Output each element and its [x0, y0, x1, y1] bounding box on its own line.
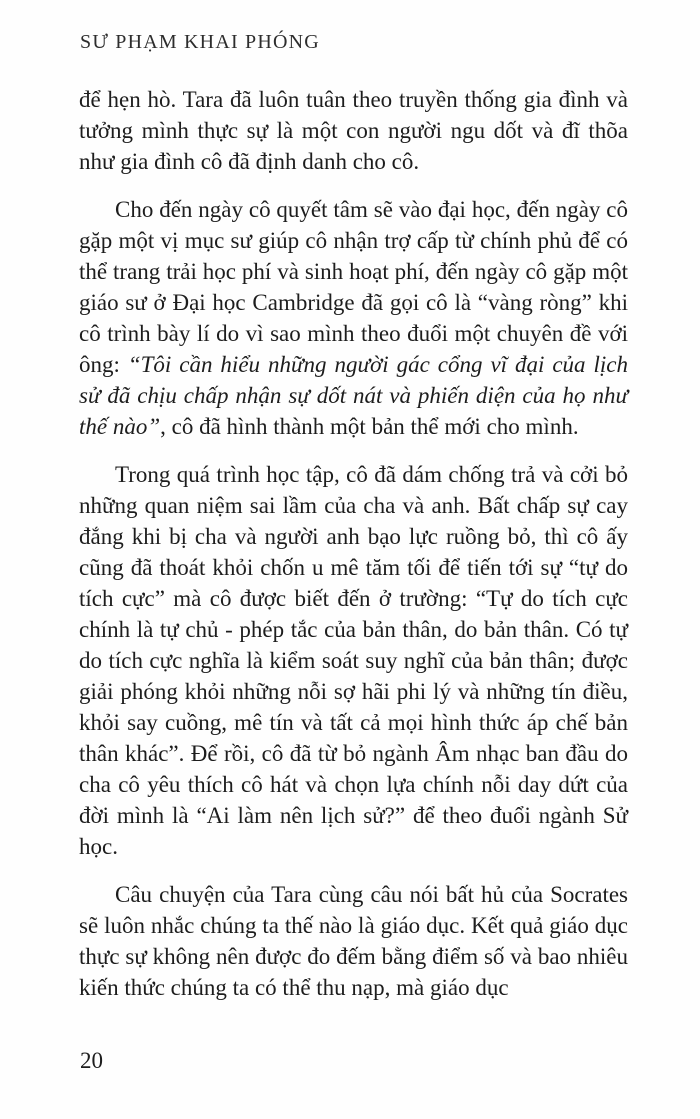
paragraph	[79, 194, 628, 442]
paragraph	[79, 879, 628, 1003]
paragraph	[79, 84, 628, 177]
paragraph	[79, 459, 628, 862]
quoted-italic-text: “Tôi cần hiểu những người gác cổng vĩ đại của lịch sử đã chịu chấp nhận sự dốt nát và phiến diện của họ như thế nào”	[79, 352, 628, 439]
page-number: 20	[80, 1048, 103, 1073]
body-text: Cho đến ngày cô quyết tâm sẽ vào đại học, đến ngày cô gặp một vị mục sư giúp cô nhận trợ cấp từ chính phủ để có thể trang trải học phí và sinh hoạt phí, đến ngày cô gặp một giáo sư ở Đại học Cambridge đã gọi cô là “vàng ròng” khi cô trình bày lí do vì sao mình theo đuổi một chuyên đề với ông:	[79, 197, 628, 377]
page-body	[79, 84, 628, 1020]
body-text: , cô đã hình thành một bản thể mới cho mình.	[160, 414, 579, 439]
running-header: SƯ PHẠM KHAI PHÓNG	[80, 31, 320, 53]
body-text: Câu chuyện của Tara cùng câu nói bất hủ của Socrates sẽ luôn nhắc chúng ta thế nào là giáo dục. Kết quả giáo dục thực sự không nên được đo đếm bằng điểm số và bao nhiêu kiến thức chúng ta có thể thu nạp, mà giáo dục	[79, 882, 628, 1000]
body-text: Trong quá trình học tập, cô đã dám chống trả và cởi bỏ những quan niệm sai lầm của cha và anh. Bất chấp sự cay đắng khi bị cha và người anh bạo lực ruồng bỏ, thì cô ấy cũng đã thoát khỏi chốn u mê tăm tối để tiến tới sự “tự do tích cực” mà cô được biết đến ở trường: “Tự do tích cực chính là tự chủ - phép tắc của bản thân, do bản thân. Có tự do tích cực nghĩa là kiểm soát suy nghĩ của bản thân; được giải phóng khỏi những nỗi sợ hãi phi lý và những tín điều, khỏi say cuồng, mê tín và tất cả mọi hình thức áp chế bản thân khác”. Để rồi, cô đã từ bỏ ngành Âm nhạc ban đầu do cha cô yêu thích cô hát và chọn lựa chính nỗi day dứt của đời mình là “Ai làm nên lịch sử?” để theo đuổi ngành Sử học.	[79, 462, 628, 859]
body-text: để hẹn hò. Tara đã luôn tuân theo truyền thống gia đình và tưởng mình thực sự là một con người ngu dốt và đĩ thõa như gia đình cô đã định danh cho cô.	[79, 87, 628, 174]
